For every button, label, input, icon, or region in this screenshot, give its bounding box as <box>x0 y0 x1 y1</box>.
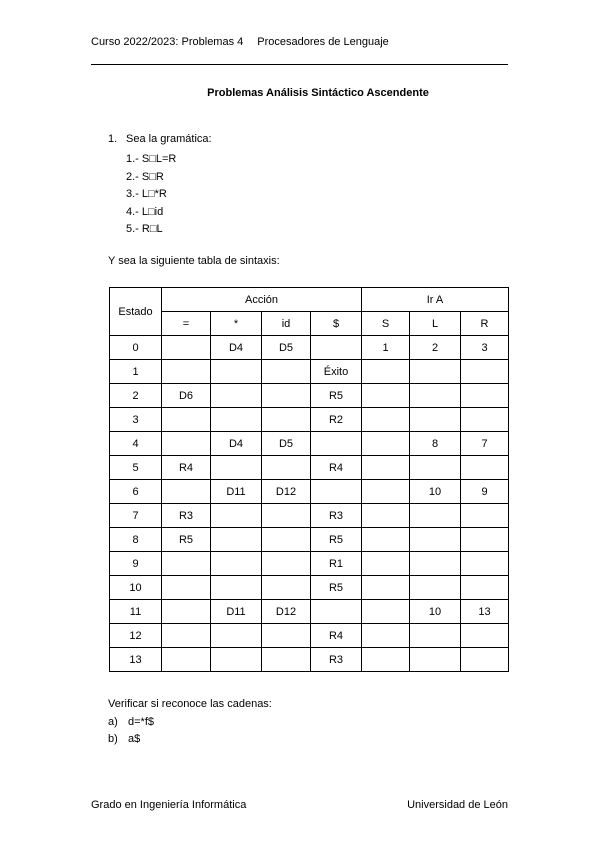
table-cell <box>461 456 509 480</box>
state-header: Estado <box>110 288 162 336</box>
table-cell <box>262 552 311 576</box>
table-row <box>110 552 509 576</box>
table-cell <box>162 360 211 384</box>
table-row <box>110 456 509 480</box>
table-cell <box>362 384 410 408</box>
state-cell: 2 <box>110 384 162 408</box>
table-cell: D5 <box>262 432 311 456</box>
table-cell: R4 <box>162 456 211 480</box>
subject-label: Procesadores de Lenguaje <box>257 36 389 48</box>
goto-header: Ir A <box>362 288 509 312</box>
table-cell <box>410 648 461 672</box>
grammar-rule: 5.- R□L <box>126 223 163 236</box>
table-cell <box>211 504 262 528</box>
state-cell: 13 <box>110 648 162 672</box>
column-header: S <box>362 312 410 336</box>
table-cell: R3 <box>311 504 362 528</box>
state-cell: 5 <box>110 456 162 480</box>
table-intro: Y sea la siguiente tabla de sintaxis: <box>108 255 280 267</box>
table-cell: D12 <box>262 480 311 504</box>
table-cell: 7 <box>461 432 509 456</box>
table-cell <box>211 624 262 648</box>
table-cell: D11 <box>211 600 262 624</box>
table-cell: Éxito <box>311 360 362 384</box>
table-cell <box>362 552 410 576</box>
table-cell <box>362 480 410 504</box>
table-row <box>110 624 509 648</box>
item-label: a) <box>108 715 118 728</box>
state-cell: 7 <box>110 504 162 528</box>
state-cell: 6 <box>110 480 162 504</box>
table-row <box>110 504 509 528</box>
table-cell <box>162 552 211 576</box>
column-header: $ <box>311 312 362 336</box>
column-header: id <box>262 312 311 336</box>
table-cell <box>461 360 509 384</box>
state-cell: 0 <box>110 336 162 360</box>
table-cell: 10 <box>410 600 461 624</box>
table-cell <box>311 336 362 360</box>
table-cell <box>410 384 461 408</box>
state-cell: 3 <box>110 408 162 432</box>
action-header: Acción <box>162 288 362 312</box>
table-cell <box>211 576 262 600</box>
table-cell <box>461 552 509 576</box>
table-cell <box>362 528 410 552</box>
column-header: R <box>461 312 509 336</box>
table-cell <box>262 456 311 480</box>
table-cell <box>211 456 262 480</box>
table-cell <box>262 360 311 384</box>
page-header <box>91 36 389 48</box>
table-cell: 1 <box>362 336 410 360</box>
state-cell: 4 <box>110 432 162 456</box>
state-cell: 9 <box>110 552 162 576</box>
problem-text: Sea la gramática: <box>126 133 212 145</box>
table-row <box>110 360 509 384</box>
table-cell: 8 <box>410 432 461 456</box>
table-cell <box>410 456 461 480</box>
table-cell: R5 <box>311 384 362 408</box>
table-cell <box>410 624 461 648</box>
item-label: b) <box>108 733 118 746</box>
table-cell <box>410 528 461 552</box>
table-cell: 3 <box>461 336 509 360</box>
header-divider <box>91 64 508 65</box>
table-cell <box>410 504 461 528</box>
footer-degree: Grado en Ingeniería Informática <box>91 799 247 811</box>
footer-university: Universidad de León <box>407 799 508 811</box>
table-cell: 10 <box>410 480 461 504</box>
table-cell <box>461 384 509 408</box>
table-cell <box>461 624 509 648</box>
table-row <box>110 576 509 600</box>
table-cell: 2 <box>410 336 461 360</box>
grammar-rule: 1.- S□L=R <box>126 153 177 165</box>
column-header: L <box>410 312 461 336</box>
table-body <box>110 336 509 672</box>
table-row <box>110 648 509 672</box>
table-cell <box>362 408 410 432</box>
table-cell: R3 <box>311 648 362 672</box>
table-cell <box>362 504 410 528</box>
verify-prompt: Verificar si reconoce las cadenas: <box>108 698 272 710</box>
syntax-table <box>109 287 509 672</box>
table-subheader-row <box>110 312 509 336</box>
column-header: = <box>162 312 211 336</box>
table-cell <box>162 432 211 456</box>
table-cell <box>162 576 211 600</box>
table-cell <box>362 432 410 456</box>
table-cell <box>362 576 410 600</box>
table-cell <box>262 408 311 432</box>
table-row <box>110 408 509 432</box>
table-cell: R1 <box>311 552 362 576</box>
table-cell <box>211 648 262 672</box>
table-cell <box>162 624 211 648</box>
table-cell <box>262 384 311 408</box>
table-header-row <box>110 288 509 312</box>
table-cell <box>162 336 211 360</box>
table-cell <box>461 648 509 672</box>
table-cell <box>410 360 461 384</box>
table-cell: R4 <box>311 624 362 648</box>
table-row <box>110 432 509 456</box>
table-cell: R2 <box>311 408 362 432</box>
table-cell <box>162 600 211 624</box>
problem-number: 1. <box>108 133 118 145</box>
table-cell <box>211 384 262 408</box>
table-cell: R5 <box>162 528 211 552</box>
table-cell <box>211 552 262 576</box>
table-cell <box>262 576 311 600</box>
table-cell <box>262 648 311 672</box>
table-row <box>110 480 509 504</box>
table-cell <box>262 624 311 648</box>
table-cell <box>311 432 362 456</box>
table-cell: D6 <box>162 384 211 408</box>
table-cell: R3 <box>162 504 211 528</box>
table-cell <box>311 600 362 624</box>
column-header: * <box>211 312 262 336</box>
table-cell <box>362 648 410 672</box>
verify-section <box>108 696 272 749</box>
grammar-rule: 3.- L□*R <box>126 188 167 201</box>
table-cell <box>262 504 311 528</box>
table-cell <box>410 408 461 432</box>
verify-item <box>108 731 272 749</box>
table-cell: R5 <box>311 528 362 552</box>
table-row <box>110 336 509 360</box>
table-row <box>110 600 509 624</box>
table-row <box>110 528 509 552</box>
table-cell <box>461 408 509 432</box>
state-cell: 12 <box>110 624 162 648</box>
table-cell: 13 <box>461 600 509 624</box>
table-cell <box>162 648 211 672</box>
state-cell: 10 <box>110 576 162 600</box>
table-cell <box>362 600 410 624</box>
table-cell <box>461 504 509 528</box>
table-cell: D4 <box>211 336 262 360</box>
document-title: Problemas Análisis Sintáctico Ascendente <box>207 87 429 99</box>
table-cell: D5 <box>262 336 311 360</box>
item-text: d=*f$ <box>128 715 154 728</box>
table-cell: D11 <box>211 480 262 504</box>
table-cell: 9 <box>461 480 509 504</box>
grammar-rules <box>126 151 176 239</box>
state-cell: 1 <box>110 360 162 384</box>
table-cell <box>461 528 509 552</box>
table-cell <box>262 528 311 552</box>
verify-item <box>108 714 272 732</box>
problem-statement <box>108 133 212 145</box>
table-cell <box>362 624 410 648</box>
table-cell <box>311 480 362 504</box>
table-cell <box>162 480 211 504</box>
table-cell <box>211 528 262 552</box>
table-cell <box>410 576 461 600</box>
table-cell: R4 <box>311 456 362 480</box>
state-cell: 8 <box>110 528 162 552</box>
table-cell: D12 <box>262 600 311 624</box>
table-cell: R5 <box>311 576 362 600</box>
table-cell <box>211 408 262 432</box>
table-cell <box>211 360 262 384</box>
state-cell: 11 <box>110 600 162 624</box>
table-cell <box>162 408 211 432</box>
course-label: Curso 2022/2023: Problemas 4 <box>91 36 244 48</box>
grammar-rule: 4.- L□id <box>126 205 164 218</box>
table-cell <box>362 456 410 480</box>
item-text: a$ <box>128 733 141 746</box>
table-cell: D4 <box>211 432 262 456</box>
table-row <box>110 384 509 408</box>
table-cell <box>461 576 509 600</box>
table-cell <box>410 552 461 576</box>
grammar-rule: 2.- S□R <box>126 170 164 183</box>
table-cell <box>362 360 410 384</box>
